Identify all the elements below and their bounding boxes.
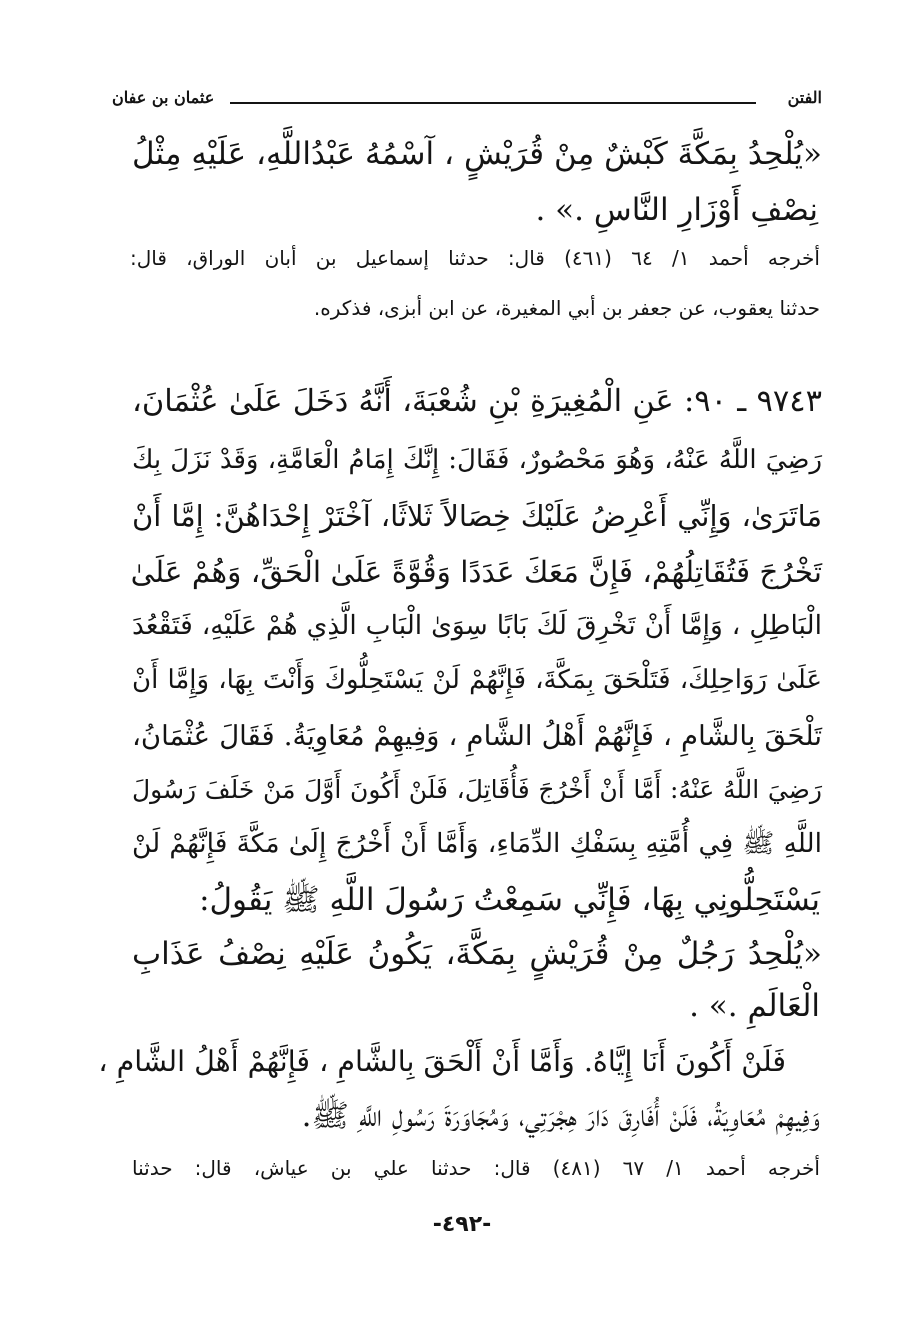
page-number: -٤٩٢- [432,1212,492,1237]
hadith-1-line-2: نِصْفِ أَوْزَارِ النَّاسِ .» . [535,192,818,228]
hadith-1-line-1: «يُلْحِدُ بِمَكَّةَ كَبْشٌ مِنْ قُرَيْشٍ ، آسْمُهُ عَبْدُاللَّهِ، عَلَيْهِ مِثْلُ [132,136,822,172]
hadith-2-line-9: اللَّهِ ﷺ فِي أُمَّتِهِ بِسَفْكِ الدِّمَاءِ، وَأَمَّا أَنْ أَخْرُجَ إِلَىٰ مَكَّةَ فَإِنَّهُمْ لَنْ [132,828,822,859]
header-rule [230,102,756,104]
hadith-2-line-8: رَضِيَ اللَّهُ عَنْهُ: أَمَّا أَنْ أَخْرُجَ فَأُقَاتِلَ، فَلَنْ أَكُونَ أَوَّلَ مَنْ خَلَفَ رَسُولَ [132,775,822,804]
running-header [112,88,822,112]
hadith-2-line-6: عَلَىٰ رَوَاحِلِكَ، فَتَلْحَقَ بِمَكَّةَ، فَإِنَّهُمْ لَنْ يَسْتَحِلُّوكَ وَأَنْتَ بِهَا، وَإِمَّا أَنْ [132,665,822,695]
hadith-2-line-13: فَلَنْ أَكُونَ أَنَا إِيَّاهُ. وَأَمَّا أَنْ أَلْحَقَ بِالشَّامِ ، فَإِنَّهُمْ أَهْلُ الشَّامِ ، [98,1045,786,1078]
hadith-2-line-2: رَضِيَ اللَّهُ عَنْهُ، وَهُوَ مَحْصُورٌ، فَقَالَ: إِنَّكَ إِمَامُ الْعَامَّةِ، وَقَدْ نَزَلَ بِكَ [132,445,822,475]
hadith-2-line-1: ٩٧٤٣ ـ ٩٠: عَنِ الْمُغِيرَةِ بْنِ شُعْبَةَ، أَنَّهُ دَخَلَ عَلَىٰ عُثْمَانَ، [132,384,822,419]
hadith-2-line-14: وَفِيهِمْ مُعَاوِيَةُ، فَلَنْ أُفَارِقَ دَارَ هِجْرَتِي، وَمُجَاوَرَةَ رَسُولِ اللَّهِ ﷺ. [301,1098,820,1134]
hadith-2-line-10: يَسْتَحِلُّونِي بِهَا، فَإِنِّي سَمِعْتُ رَسُولَ اللَّهِ ﷺ يَقُولُ: [199,882,820,918]
hadith-2-line-4: تَخْرُجَ فَتُقَاتِلُهُمْ، فَإِنَّ مَعَكَ عَدَدًا وَقُوَّةً عَلَىٰ الْحَقِّ، وَهُمْ عَلَىٰ [130,555,822,589]
takhrij-2-line-1: أخرجه أحمد ١/ ٦٧ (٤٨١) قال: حدثنا علي بن عياش، قال: حدثنا [132,1156,820,1180]
takhrij-1-line-2: حدثنا يعقوب، عن جعفر بن أبي المغيرة، عن ابن أبزى، فذكره. [313,296,820,320]
hadith-2-line-12: الْعَالَمِ .» . [689,988,820,1024]
takhrij-1-line-1: أخرجه أحمد ١/ ٦٤ (٤٦١) قال: حدثنا إسماعيل بن أبان الوراق، قال: [130,246,820,270]
hadith-2-line-3: مَاتَرَىٰ، وَإِنِّي أَعْرِضُ عَلَيْكَ خِصَالاً ثَلاثًا، آخْتَرْ إِحْدَاهُنَّ: إِمَّا أَنْ [132,499,822,533]
hadith-2-line-11: «يُلْحِدُ رَجُلٌ مِنْ قُرَيْشٍ بِمَكَّةَ، يَكُونُ عَلَيْهِ نِصْفُ عَذَابِ [132,936,822,972]
hadith-2-line-5: الْبَاطِلِ ، وَإِمَّا أَنْ تَخْرِقَ لَكَ بَابًا سِوَىٰ الْبَابِ الَّذِي هُمْ عَلَيْهِ، فَتَقْعُدَ [132,610,822,641]
book-title: الفتن [787,88,822,107]
chapter-title: عثمان بن عفان [112,88,215,107]
hadith-2-line-7: تَلْحَقَ بِالشَّامِ ، فَإِنَّهُمْ أَهْلُ الشَّامِ ، وَفِيهِمْ مُعَاوِيَةُ. فَقَالَ عُثْمَانُ، [132,720,822,752]
